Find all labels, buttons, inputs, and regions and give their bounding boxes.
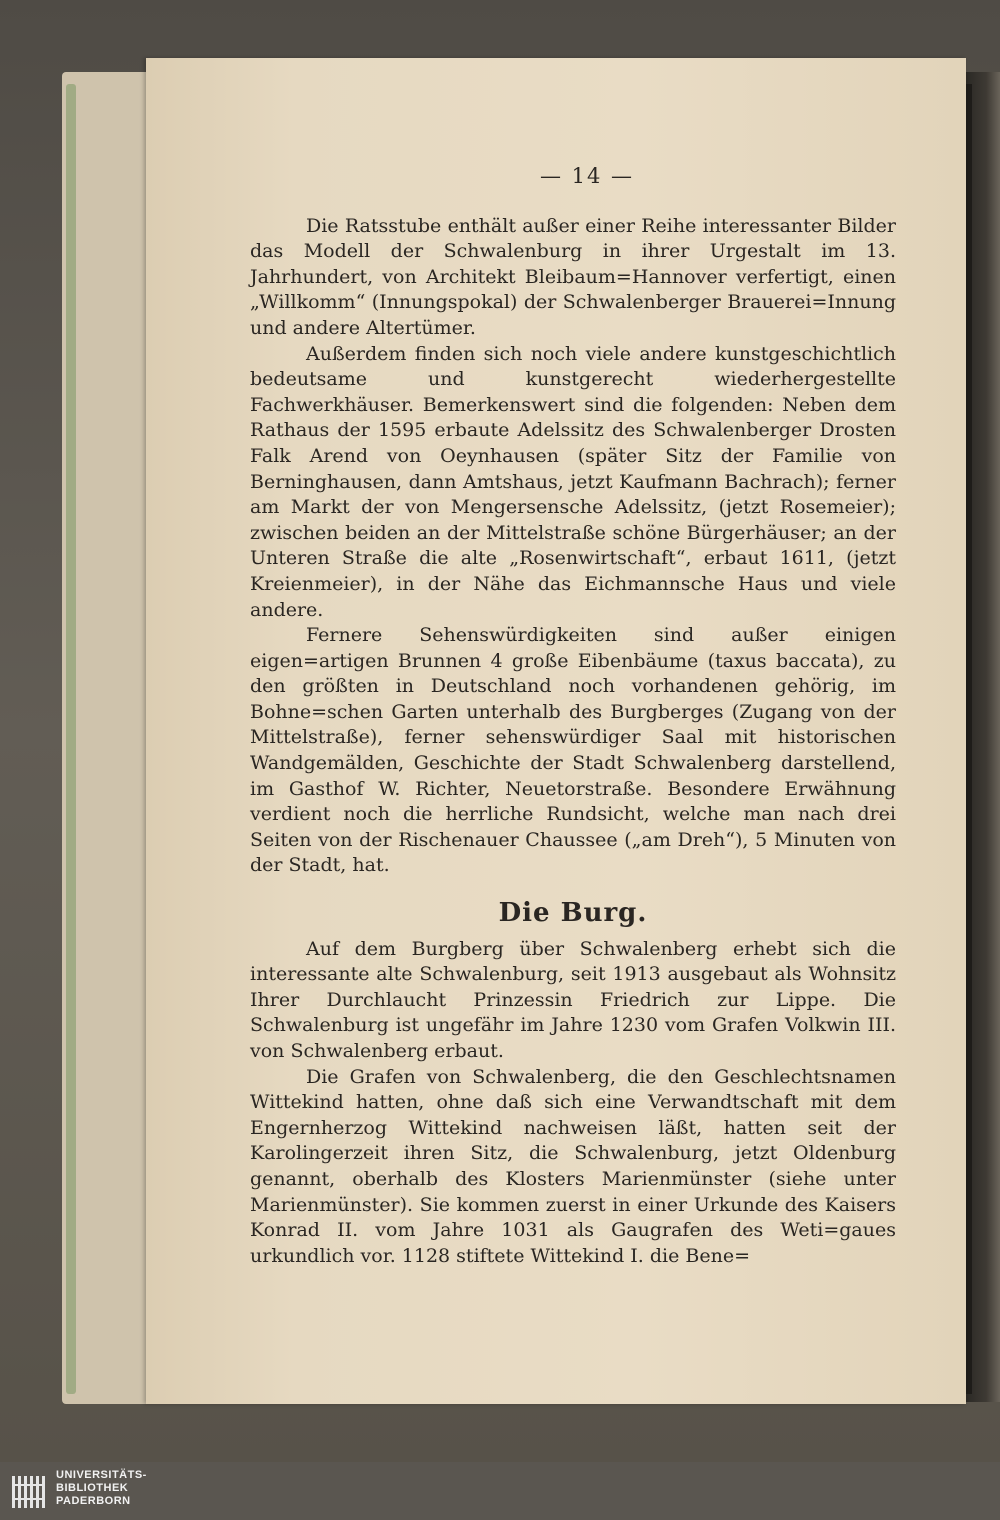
paragraph-burgberg: Auf dem Burgberg über Schwalenberg erhebt sich die interessante alte Schwalenburg, seit 1913 ausgebaut als Wohnsitz Ihrer Durchlaucht Prinzessin Friedrich zur Lippe. Die Schwalenburg ist ungefähr im Jahre 1230 vom Grafen Volkwin III. von Schwalenberg erbaut.	[250, 937, 896, 1062]
spine-shadow	[966, 84, 972, 1394]
section-heading: Die Burg.	[498, 898, 648, 929]
paragraph-sehenswuerdigkeiten: Fernere Sehenswürdigkeiten sind außer einigen eigen=artigen Brunnen 4 große Eibenbäume (taxus baccata), zu den größten in Deutschland noch vorhandenen gehörig, im Bohne=schen Garten unterhalb des Burgberges (Zugang von der Mittelstraße), ferner sehenswürdiger Saal mit historischen Wandgemälden, Geschichte der Stadt Schwalenberg darstellend, im Gasthof W. Richter, Neuetorstraße. Besondere Erwähnung verdient noch die herrliche Rundsicht, welche man nach drei Seiten von der Rischenauer Chaussee („am Dreh“), 5 Minuten von der Stadt, hat.	[250, 624, 896, 877]
page-text	[250, 164, 896, 1269]
page-number: — 14 —	[539, 164, 635, 188]
footer-bar	[0, 1462, 1000, 1520]
paragraph-ratsstube: Die Ratsstube enthält außer einer Reihe interessanter Bilder das Modell der Schwalenburg in ihrer Urgestalt im 13. Jahrhundert, von Architekt Bleibaum=Hannover verfertigt, einen „Willkomm“ (Innungspokal) der Schwalenberger Brauerei=Innung und andere Altertümer.	[250, 214, 896, 339]
book-cover-edge	[66, 84, 76, 1394]
library-name-line2: BIBLIOTHEK	[56, 1482, 129, 1494]
paragraph-grafen: Die Grafen von Schwalenberg, die den Geschlechtsnamen Wittekind hatten, ohne daß sich eine Verwandtschaft mit dem Engernherzog Wittekind nachweisen läßt, hatten seit der Karolingerzeit ihren Sitz, die Schwalenburg, jetzt Oldenburg genannt, oberhalb des Klosters Marienmünster (siehe unter Marienmünster). Sie kommen zuerst in einer Urkunde des Kaisers Konrad II. vom Jahre 1031 als Gaugrafen des Weti=gaues urkundlich vor. 1128 stiftete Wittekind I. die Bene=	[250, 1065, 896, 1267]
library-name-line1: UNIVERSITÄTS-	[56, 1469, 147, 1481]
library-name-line3: PADERBORN	[56, 1495, 131, 1507]
paragraph-fachwerkhaeuser: Außerdem finden sich noch viele andere kunstgeschichtlich bedeutsame und kunstgerecht wiederhergestellte Fachwerkhäuser. Bemerkenswert sind die folgenden: Neben dem Rathaus der 1595 erbaute Adelssitz des Schwalenberger Drosten Falk Arend von Oeynhausen (später Sitz der Familie von Berninghausen, dann Amtshaus, jetzt Kaufmann Bachrach); ferner am Markt der von Mengersensche Adelssitz, (jetzt Rosemeier); zwischen beiden an der Mittelstraße schöne Bürgerhäuser; an der Unteren Straße die alte „Rosenwirtschaft“, erbaut 1611, (jetzt Kreienmeier), in der Nähe das Eichmannsche Haus und viele andere.	[250, 342, 896, 621]
library-name	[56, 1469, 147, 1508]
library-logo-icon	[10, 1472, 50, 1512]
